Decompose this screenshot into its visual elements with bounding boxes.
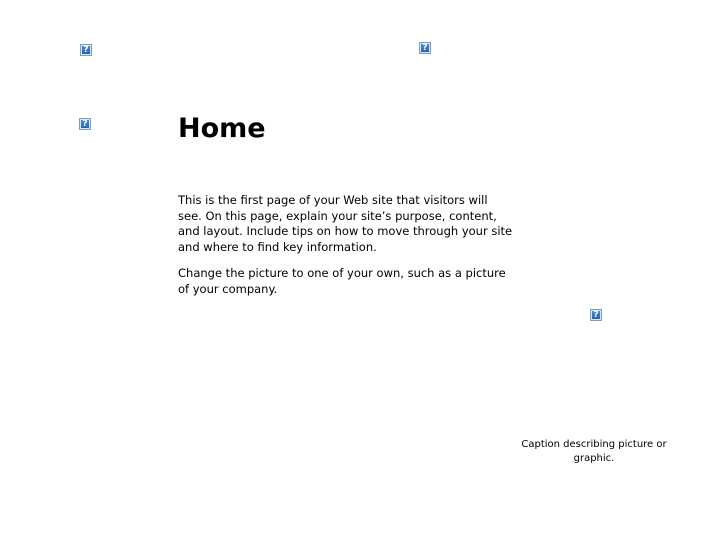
picture-note-paragraph: Change the picture to one of your own, such as a picture of your company.	[178, 266, 506, 296]
broken-image-icon: ?	[419, 42, 431, 54]
broken-image-icon: ?	[590, 309, 602, 321]
intro-paragraph: This is the first page of your Web site that visitors will see. On this page, explain your site’s purpose, content, and layout. Include tips on how to move through your site and where to find key information.	[178, 193, 513, 254]
image-caption: Caption describing picture or graphic.	[521, 439, 667, 464]
broken-image-icon: ?	[79, 118, 91, 130]
page-title: Home	[178, 113, 266, 144]
broken-image-icon: ?	[80, 44, 92, 56]
